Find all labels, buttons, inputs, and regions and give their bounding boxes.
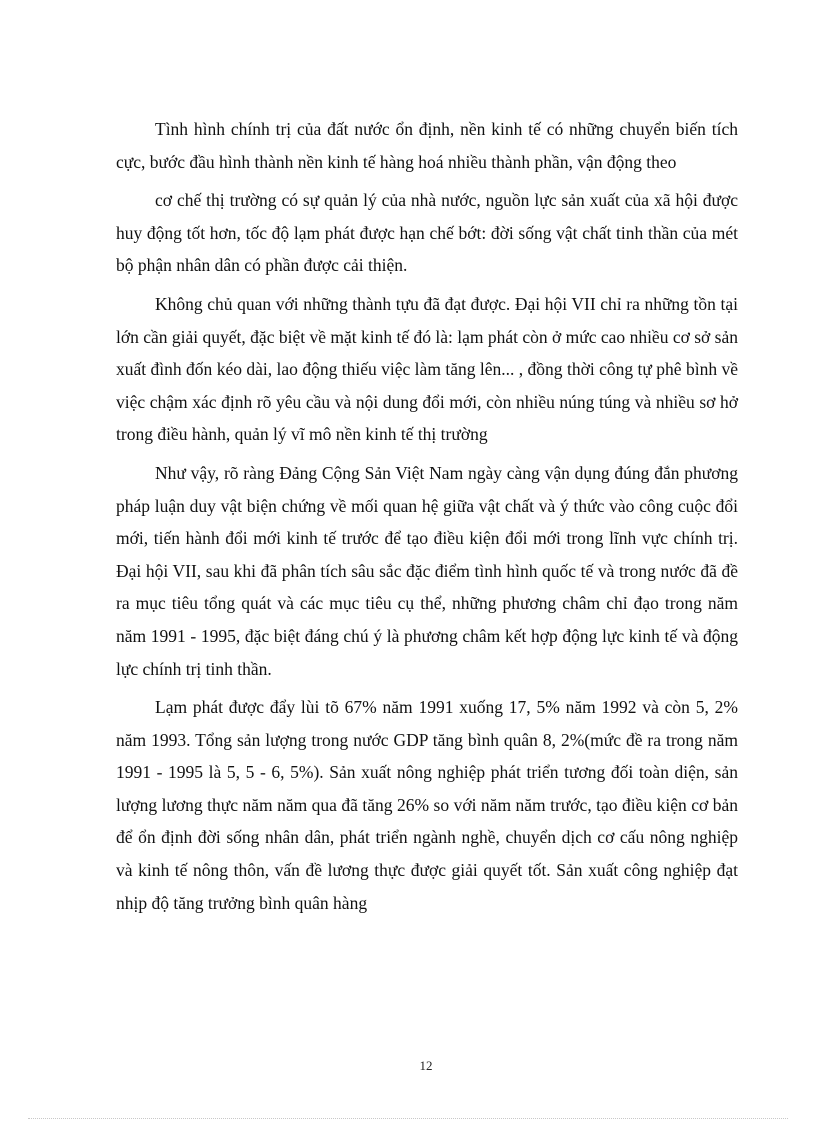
paragraph-dialectical-method: Như vậy, rõ ràng Đảng Cộng Sản Việt Nam ngày càng vận dụng đúng đắn phương pháp luận duy vật biện chứng về mối quan hệ giữa vật chất và ý thức vào công cuộc đổi mới, tiến hành đổi mới kinh tế trước để tạo điều kiện đổi mới trong lĩnh vực chính trị. Đại hội VII, sau khi đã phân tích sâu sắc đặc điểm tình hình quốc tế và trong nước đã đề ra mục tiêu tổng quát và các mục tiêu cụ thể, những phương châm chỉ đạo trong năm năm 1991 - 1995, đặc biệt đáng chú ý là phương châm kết hợp động lực kinh tế và động lực chính trị tinh thần.	[116, 462, 738, 679]
page-number: 12	[419, 1058, 433, 1073]
bottom-divider	[28, 1118, 788, 1119]
paragraph-economic-results: Lạm phát được đẩy lùi tõ 67% năm 1991 xuống 17, 5% năm 1992 và còn 5, 2% năm 1993. Tổng sản lượng trong nước GDP tăng bình quân 8, 2%(mức đề ra trong năm 1991 - 1995 là 5, 5 - 6, 5%). Sản xuất nông nghiệp phát triển tương đối toàn diện, sản lượng lương thực năm năm qua đã tăng 26% so với năm năm trước, tạo điều kiện cơ bản để ổn định đời sống nhân dân, phát triển ngành nghề, chuyển dịch cơ cấu nông nghiệp và kinh tế nông thôn, vấn đề lương thực được giải quyết tốt. Sản xuất công nghiệp đạt nhịp độ tăng trưởng bình quân hàng	[116, 697, 738, 913]
paragraph-remaining-issues: Không chủ quan với những thành tựu đã đạt được. Đại hội VII chỉ ra những tồn tại lớn cần giải quyết, đặc biệt về mặt kinh tế đó là: lạm phát còn ở mức cao nhiều cơ sở sản xuất đình đốn kéo dài, lao động thiếu việc làm tăng lên... , đồng thời công tự phê bình về việc chậm xác định rõ yêu cầu và nội dung đổi mới, còn nhiều núng túng và nhiều sơ hở trong điều hành, quản lý vĩ mô nền kinh tế thị trường	[116, 293, 738, 445]
paragraph-market-mechanism: cơ chế thị trường có sự quản lý của nhà nước, nguồn lực sản xuất của xã hội được huy động tốt hơn, tốc độ lạm phát được hạn chế bớt: đời sống vật chất tinh thần của mét bộ phận nhân dân có phần được cải thiện.	[116, 190, 738, 276]
body-text	[116, 113, 738, 925]
paragraph-political-situation: Tình hình chính trị của đất nước ổn định, nền kinh tế có những chuyển biến tích cực, bước đầu hình thành nền kinh tế hàng hoá nhiều thành phần, vận động theo	[116, 119, 738, 172]
